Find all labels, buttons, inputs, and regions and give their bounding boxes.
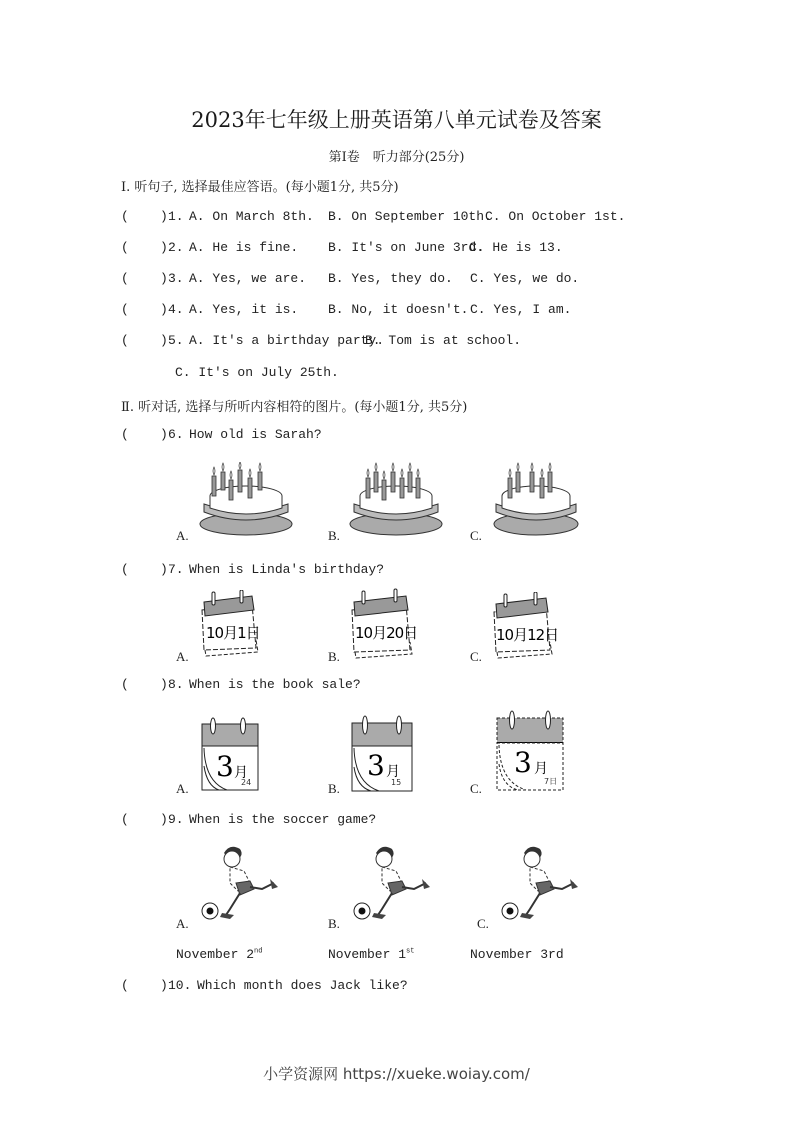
calendar-oct-1-icon <box>200 590 260 658</box>
calendar-oct-20-icon <box>350 588 418 660</box>
answer-bracket[interactable]: ( ) <box>121 240 168 255</box>
page-title: 2023年七年级上册英语第八单元试卷及答案 <box>191 108 602 132</box>
option-a: A. It's a birthday party. <box>189 333 385 348</box>
soccer-player-icon <box>500 843 582 921</box>
option-c: C. On October 1st. <box>485 209 626 224</box>
birthday-cake-7-candles-icon <box>348 462 444 538</box>
option-label: C. <box>477 916 489 931</box>
option-caption: November 2nd <box>176 947 263 962</box>
option-label: A. <box>176 528 189 543</box>
option-b: B. Tom is at school. <box>365 333 522 348</box>
answer-bracket[interactable]: ( ) <box>121 812 168 827</box>
calendar-day: 7日 <box>544 777 558 786</box>
option-label: C. <box>470 528 482 543</box>
question-text: When is the book sale? <box>189 677 361 692</box>
question-number: 5. <box>168 333 184 348</box>
question-number: 6. <box>168 427 184 442</box>
answer-bracket[interactable]: ( ) <box>121 333 168 348</box>
birthday-cake-5-candles-icon <box>492 462 580 538</box>
option-caption: November 1st <box>328 947 415 962</box>
question-text: How old is Sarah? <box>189 427 322 442</box>
calendar-month-char: 月 <box>534 761 548 777</box>
answer-bracket[interactable]: ( ) <box>121 209 168 224</box>
answer-bracket[interactable]: ( ) <box>121 562 168 577</box>
answer-bracket[interactable]: ( ) <box>121 677 168 692</box>
source-footer-link[interactable]: 小学资源网 https://xueke.woiay.com/ <box>263 1065 530 1083</box>
calendar-date: 10月1日 <box>206 624 260 642</box>
question-number: 2. <box>168 240 184 255</box>
option-label: B. <box>328 916 340 931</box>
option-b: B. It's on June 3rd. <box>328 240 485 255</box>
question-number: 1. <box>168 209 184 224</box>
calendar-month-char: 月 <box>386 764 400 780</box>
calendar-date: 10月20日 <box>355 624 418 642</box>
question-number: 7. <box>168 562 184 577</box>
answer-bracket[interactable]: ( ) <box>121 302 168 317</box>
calendar-march-24-icon <box>201 716 259 792</box>
option-label: C. <box>470 781 482 796</box>
question-text: When is Linda's birthday? <box>189 562 385 577</box>
calendar-march-15-icon <box>351 713 413 793</box>
question-text: Which month does Jack like? <box>197 978 408 993</box>
answer-bracket[interactable]: ( ) <box>121 271 168 286</box>
option-c: C. It's on July 25th. <box>175 365 339 380</box>
option-a: A. On March 8th. <box>189 209 314 224</box>
option-label: A. <box>176 781 189 796</box>
option-label: A. <box>176 916 189 931</box>
calendar-month-number: 3 <box>367 749 385 782</box>
option-a: A. Yes, we are. <box>189 271 307 286</box>
question-number: 4. <box>168 302 184 317</box>
option-caption: November 3rd <box>470 947 564 962</box>
section-1-heading: Ⅰ. 听句子, 选择最佳应答语。(每小题1分, 共5分) <box>121 180 399 195</box>
question-number: 8. <box>168 677 184 692</box>
option-label: A. <box>176 649 189 664</box>
question-number: 10. <box>168 978 192 993</box>
option-b: B. No, it doesn't. <box>328 302 469 317</box>
section-2-heading: Ⅱ. 听对话, 选择与所听内容相符的图片。(每小题1分, 共5分) <box>121 400 468 415</box>
option-label: B. <box>328 649 340 664</box>
calendar-day: 15 <box>391 778 402 787</box>
answer-bracket[interactable]: ( ) <box>121 978 168 993</box>
soccer-player-icon <box>200 843 282 921</box>
calendar-month-number: 3 <box>216 750 234 783</box>
part-subtitle: 第Ⅰ卷 听力部分(25分) <box>328 150 465 165</box>
option-b: B. Yes, they do. <box>328 271 453 286</box>
option-label: B. <box>328 528 340 543</box>
soccer-player-icon <box>352 843 434 921</box>
option-c: C. Yes, I am. <box>470 302 572 317</box>
option-a: A. Yes, it is. <box>189 302 299 317</box>
calendar-oct-12-icon <box>492 592 559 660</box>
question-number: 3. <box>168 271 184 286</box>
option-label: C. <box>470 649 482 664</box>
calendar-date: 10月12日 <box>496 626 559 644</box>
calendar-march-7-icon <box>496 708 564 792</box>
birthday-cake-6-candles-icon <box>198 462 294 538</box>
calendar-day: 24 <box>241 778 252 787</box>
option-label: B. <box>328 781 340 796</box>
answer-bracket[interactable]: ( ) <box>121 427 168 442</box>
option-c: C. He is 13. <box>469 240 563 255</box>
option-c: C. Yes, we do. <box>470 271 580 286</box>
calendar-month-number: 3 <box>514 746 532 779</box>
calendar-month-char: 月 <box>234 765 248 781</box>
option-a: A. He is fine. <box>189 240 299 255</box>
option-b: B. On September 10th. <box>328 209 492 224</box>
question-number: 9. <box>168 812 184 827</box>
question-text: When is the soccer game? <box>189 812 377 827</box>
